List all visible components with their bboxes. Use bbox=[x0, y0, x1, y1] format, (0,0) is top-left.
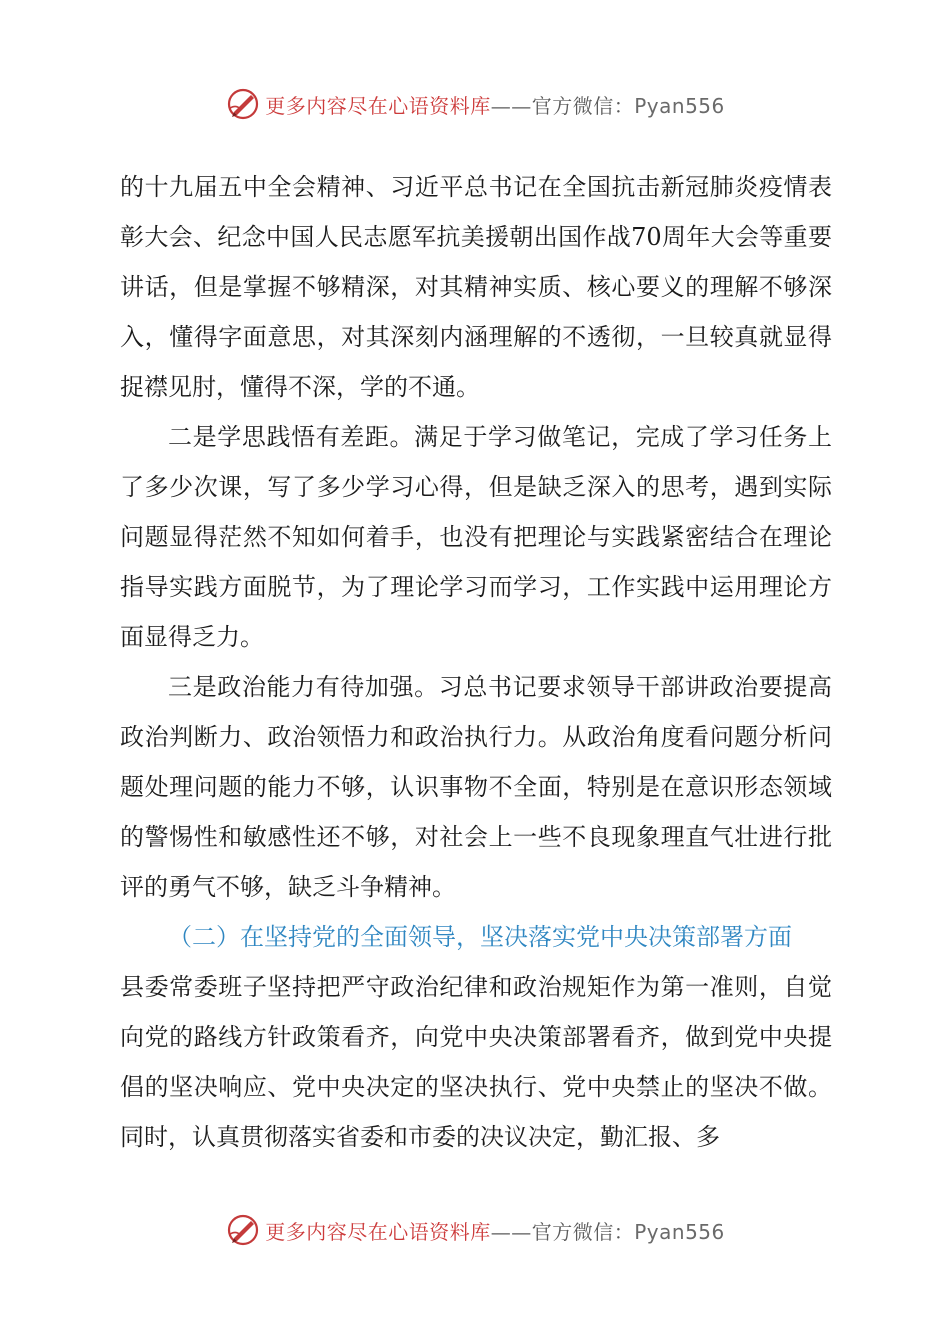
watermark-dash: —— bbox=[490, 93, 532, 118]
body-text bbox=[120, 162, 832, 1162]
watermark-text bbox=[265, 1216, 725, 1245]
paragraph-4: 县委常委班子坚持把严守政治纪律和政治规矩作为第一准则，自觉向党的路线方针政策看齐，向党中央决策部署看齐，做到党中央提倡的坚决响应、党中央决定的坚决执行、党中央禁止的坚决不做。同时，认真贯彻落实省委和市委的决议决定，勤汇报、多 bbox=[120, 973, 832, 1151]
pen-logo-icon bbox=[225, 86, 261, 122]
footer-watermark bbox=[0, 1210, 950, 1250]
watermark-main: 更多内容尽在心语资料库 bbox=[265, 1219, 491, 1244]
pen-logo-icon bbox=[225, 1212, 261, 1248]
paragraph-3: 三是政治能力有待加强。习总书记要求领导干部讲政治要提高政治判断力、政治领悟力和政治执行力。从政治角度看问题分析问题处理问题的能力不够，认识事物不全面，特别是在意识形态领域的警惕性和敏感性还不够，对社会上一些不良现象理直气壮进行批评的勇气不够，缺乏斗争精神。 bbox=[120, 673, 832, 901]
header-watermark bbox=[0, 84, 950, 124]
watermark-wechat-label: 官方微信： bbox=[531, 93, 635, 118]
paragraph-1: 的十九届五中全会精神、习近平总书记在全国抗击新冠肺炎疫情表彰大会、纪念中国人民志愿军抗美援朝出国作战70周年大会等重要讲话，但是掌握不够精深，对其精神实质、核心要义的理解不够深入，懂得字面意思，对其深刻内涵理解的不透彻，一旦较真就显得捉襟见肘，懂得不深，学的不通。 bbox=[120, 173, 832, 401]
watermark-dash: —— bbox=[490, 1219, 532, 1244]
section-heading: （二）在坚持党的全面领导，坚决落实党中央决策部署方面 bbox=[168, 923, 792, 951]
watermark-text bbox=[265, 90, 725, 119]
watermark-wechat-id: Pyan556 bbox=[634, 93, 725, 118]
watermark-wechat-id: Pyan556 bbox=[634, 1219, 725, 1244]
watermark-wechat-label: 官方微信： bbox=[531, 1219, 635, 1244]
watermark-main: 更多内容尽在心语资料库 bbox=[265, 93, 491, 118]
paragraph-2: 二是学思践悟有差距。满足于学习做笔记，完成了学习任务上了多少次课，写了多少学习心得，但是缺乏深入的思考，遇到实际问题显得茫然不知如何着手，也没有把理论与实践紧密结合在理论指导实践方面脱节，为了理论学习而学习，工作实践中运用理论方面显得乏力。 bbox=[120, 423, 832, 651]
